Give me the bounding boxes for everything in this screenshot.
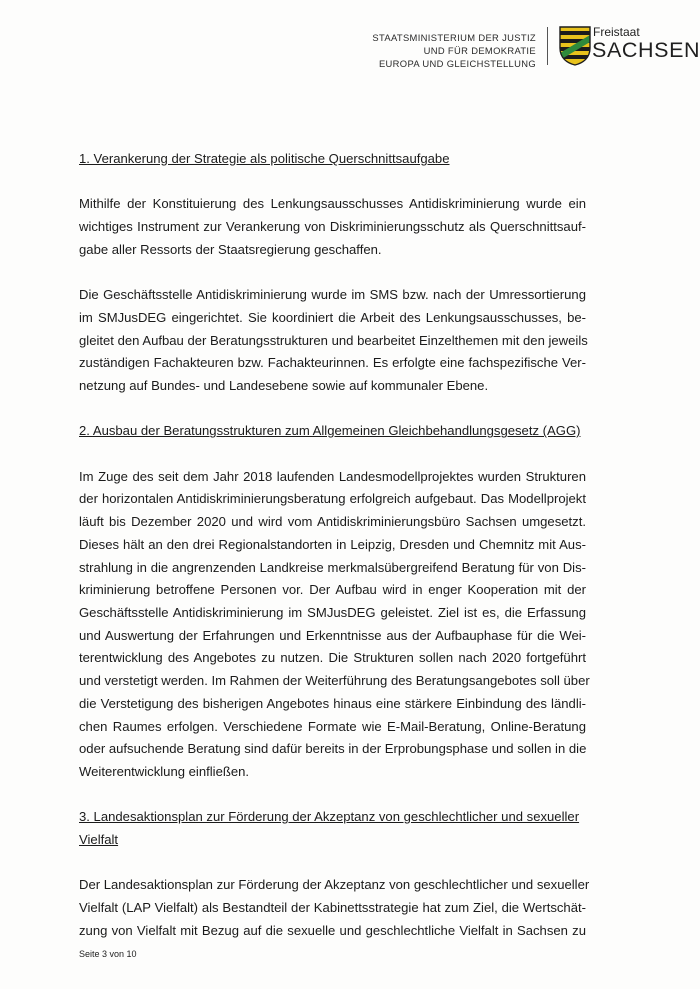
section-heading: 2. Ausbau der Beratungsstrukturen zum Allgemeinen Gleichbehandlungsgesetz (AGG)	[79, 423, 581, 439]
text-line: im SMJusDEG eingerichtet. Sie koordiniert die Arbeit des Lenkungsausschusses, be-	[79, 309, 586, 325]
section-heading: 1. Verankerung der Strategie als politische Querschnittsaufgabe	[79, 151, 450, 166]
text-line: zuständigen Fachakteuren bzw. Fachakteurinnen. Es erfolgte eine fachspezifische Ver-	[79, 355, 586, 371]
page-number: Seite 3 von 10	[79, 949, 137, 959]
text-line: und verstetigt werden. Im Rahmen der Weiterführung des Beratungsangebotes soll über	[79, 673, 590, 689]
text-line: Vielfalt (LAP Vielfalt) als Bestandteil der Kabinettsstrategie hat zum Ziel, die Wertschät-	[79, 900, 586, 916]
text-line: läuft bis Dezember 2020 und wird vom Antidiskriminierungsbüro Sachsen umgesetzt.	[79, 514, 586, 530]
text-line: wichtiges Instrument zur Verankerung von Diskriminierungsschutz als Querschnittsauf-	[79, 219, 586, 235]
text-line: gabe aller Ressorts der Staatsregierung geschaffen.	[79, 241, 382, 257]
header-divider	[547, 27, 548, 65]
text-line: Die Geschäftsstelle Antidiskriminierung wurde im SMS bzw. nach der Umressortierung	[79, 287, 586, 303]
ministry-name	[360, 31, 536, 70]
text-line: strahlung in die angrenzenden Landkreise merkmalsübergreifend Beratung für von Dis-	[79, 559, 586, 575]
text-line: chen Raumes erfolgen. Verschiedene Formate wie E-Mail-Beratung, Online-Beratung	[79, 718, 586, 734]
ministry-line: UND FÜR DEMOKRATIE	[423, 45, 536, 56]
text-line: terentwicklung des Angebotes zu nutzen. Die Strukturen sollen nach 2020 fortgeführt	[79, 650, 586, 666]
text-line: die Verstetigung des bisherigen Angebotes hinaus eine stärkere Einbindung des ländli-	[79, 695, 586, 711]
text-line: Weiterentwicklung einfließen.	[79, 763, 250, 779]
text-line: Geschäftsstelle Antidiskriminierung im SMJusDEG geleistet. Ziel ist es, die Erfassung	[79, 605, 586, 620]
logo-freistaat: Freistaat	[593, 25, 640, 39]
text-line: Im Zuge des seit dem Jahr 2018 laufenden Landesmodellprojektes wurden Strukturen	[79, 468, 586, 484]
section-heading: 3. Landesaktionsplan zur Förderung der Akzeptanz von geschlechtlicher und sexueller Vielfalt	[79, 809, 580, 848]
text-line: netzung auf Bundes- und Landesebene sowie auf kommunaler Ebene.	[79, 378, 489, 393]
ministry-line: EUROPA UND GLEICHSTELLUNG	[378, 58, 536, 69]
text-line: kriminierung betroffene Personen vor. Der Aufbau wird in enger Kooperation mit der	[79, 582, 586, 598]
document-body	[79, 148, 590, 965]
logo-sachsen: SACHSEN	[592, 38, 700, 62]
text-line: oder aufsuchende Beratung sind dafür bereits in der Erprobungsphase und sollen in die	[79, 741, 587, 757]
text-line: zung von Vielfalt mit Bezug auf die sexuelle und geschlechtliche Vielfalt in Sachsen zu	[79, 922, 586, 938]
text-line: und Auswertung der Erfahrungen und Erkenntnisse aus der Aufbauphase für die Wei-	[79, 627, 586, 643]
text-line: Dieses hält an den drei Regionalstandorten in Leipzig, Dresden und Chemnitz mit Aus-	[79, 536, 586, 552]
saxony-crest-icon	[559, 26, 591, 66]
paragraph	[79, 874, 590, 942]
ministry-line: STAATSMINISTERIUM DER JUSTIZ	[372, 32, 536, 43]
paragraph	[79, 284, 586, 398]
paragraph	[79, 193, 586, 261]
text-line: Mithilfe der Konstituierung des Lenkungsausschusses Antidiskriminierung wurde ein	[79, 196, 586, 212]
paragraph	[79, 466, 590, 784]
text-line: gleitet den Aufbau der Beratungsstrukturen und bearbeitet Einzelthemen mit den jeweils	[79, 332, 588, 348]
text-line: der horizontalen Antidiskriminierungsberatung erfolgreich aufgebaut. Das Modellprojekt	[79, 491, 586, 507]
text-line: Der Landesaktionsplan zur Förderung der Akzeptanz von geschlechtlicher und sexueller	[79, 877, 590, 893]
